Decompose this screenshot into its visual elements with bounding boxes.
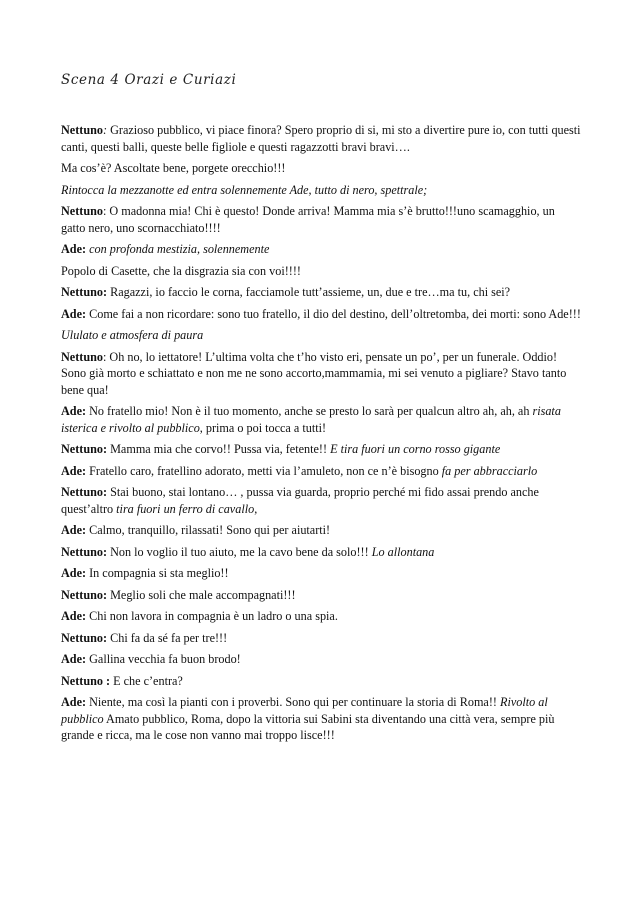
speaker-label: Ade:	[61, 695, 90, 709]
line-ade-6	[61, 522, 581, 539]
line-ade-4	[61, 403, 581, 436]
text-run: Grazioso pubblico, vi piace finora? Spero proprio di si, mi sto a divertire pure io, con tutti questi canti, questi balli, queste belle figliole e questi ragazzotti bravi bravi….	[61, 123, 581, 154]
text-run: Amato pubblico, Roma, dopo la vittoria sui Sabini sta diventando una città vera, sempre più grande e ricca, ma le cose non vanno mai troppo lisce!!!	[61, 711, 555, 742]
stage-direction-text: :	[102, 123, 111, 137]
text-run: Calmo, tranquillo, rilassati! Sono qui per aiutarti!	[89, 523, 331, 537]
line-nettuno-7	[61, 484, 581, 517]
line-ade-2	[61, 263, 581, 280]
stage-direction-text: tira fuori un ferro di cavallo	[116, 501, 255, 516]
text-run: No fratello mio! Non è il tuo momento, anche se presto lo sarà per qualcun altro ah, ah, ah	[89, 404, 533, 418]
speaker-label: Nettuno	[61, 349, 103, 364]
line-ade-7	[61, 565, 581, 582]
stage-direction-text: Rivolto al pubblico	[61, 695, 548, 726]
text-run: Gallina vecchia fa buon brodo!	[89, 652, 241, 666]
speaker-label: Nettuno:	[61, 587, 111, 602]
line-ade-8	[61, 608, 581, 625]
line-nettuno-6	[61, 441, 581, 458]
line-nettuno-9	[61, 587, 581, 604]
text-run: Chi non lavora in compagnia è un ladro o una spia.	[89, 609, 338, 623]
text-run: Mamma mia che corvo!! Pussa via, fetente!!	[110, 442, 331, 456]
speaker-label: Ade:	[61, 652, 90, 666]
stage-direction-text: Lo allontana	[371, 544, 435, 559]
speaker-label: Ade:	[61, 566, 90, 580]
stage-direction-text: fa per abbracciarlo	[441, 463, 538, 478]
line-nettuno-2	[61, 160, 581, 177]
stage-direction-2	[61, 327, 581, 344]
speaker-label: Nettuno:	[61, 442, 111, 456]
script-body	[61, 122, 581, 744]
line-nettuno-1	[61, 122, 581, 155]
speaker-label: Nettuno:	[61, 544, 111, 559]
line-nettuno-4	[61, 284, 581, 301]
line-nettuno-8	[61, 544, 581, 561]
speaker-label: Nettuno:	[61, 630, 111, 645]
speaker-label: Nettuno:	[61, 285, 111, 299]
line-ade-1	[61, 241, 581, 258]
line-ade-10	[61, 694, 581, 744]
stage-direction-text: Rintocca la mezzanotte ed entra solennemente Ade, tutto di nero, spettrale;	[61, 182, 428, 197]
stage-direction-1	[61, 182, 581, 199]
speaker-label: Ade:	[61, 242, 90, 256]
speaker-label: Nettuno:	[61, 485, 111, 499]
scene-title: Scena 4 Orazi e Curiazi	[61, 72, 237, 88]
speaker-label: Nettuno	[61, 204, 103, 218]
stage-direction-text: risata isterica e rivolto al pubblico	[61, 404, 561, 435]
speaker-label: Nettuno	[61, 123, 103, 137]
speaker-label: Ade:	[61, 404, 90, 418]
stage-direction-text: con profonda mestizia, solennemente	[89, 242, 270, 256]
document-page	[61, 72, 581, 749]
text-run: Come fai a non ricordare: sono tuo fratello, il dio del destino, dell’oltretomba, dei morti: sono Ade!!!	[89, 306, 581, 321]
line-nettuno-3	[61, 203, 581, 236]
speaker-label: Ade:	[61, 463, 90, 478]
text-run: Chi fa da sé fa per tre!!!	[110, 630, 228, 645]
speaker-label: Ade:	[61, 609, 90, 623]
text-run: ,	[254, 501, 258, 516]
line-nettuno-11	[61, 673, 581, 690]
stage-direction-text: E tira fuori un corno rosso gigante	[330, 442, 501, 456]
line-nettuno-5	[61, 349, 581, 399]
line-ade-5	[61, 463, 581, 480]
line-ade-3	[61, 306, 581, 323]
line-ade-9	[61, 651, 581, 668]
text-run: Non lo voglio il tuo aiuto, me la cavo bene da solo!!!	[110, 544, 372, 559]
speaker-label: Nettuno :	[61, 673, 114, 688]
text-run: Meglio soli che male accompagnati!!!	[110, 587, 296, 602]
text-run: Ragazzi, io faccio le corna, facciamole tutt’assieme, un, due e tre…ma tu, chi sei?	[110, 285, 511, 299]
text-run: : O madonna mia! Chi è questo! Donde arriva! Mamma mia s’è brutto!!!uno scamagghio, un gatto nero, uno scornacchiato!!!!	[61, 204, 555, 235]
text-run: : Oh no, lo iettatore! L’ultima volta che t’ho visto eri, pensate un po’, per un funerale. Oddio! Sono già morto e schiattato e non me ne sono accorto,mammamia, mi sei venuto a pigliare? Stavo tanto bene qua!	[61, 349, 567, 397]
line-nettuno-10	[61, 630, 581, 647]
text-run: Ma cos’è? Ascoltate bene, porgete orecchio!!!	[61, 161, 286, 175]
stage-direction-text: Ululato e atmosfera di paura	[61, 328, 204, 342]
text-run: Stai buono, stai lontano… , pussa via guarda, proprio perché mi fido assai prendo anche quest’altro	[61, 485, 539, 516]
text-run: Niente, ma così la pianti con i proverbi. Sono qui per continuare la storia di Roma!!	[89, 695, 500, 709]
text-run: , prima o poi tocca a tutti!	[199, 420, 327, 435]
text-run: E che c’entra?	[113, 673, 183, 688]
text-run: Fratello caro, fratellino adorato, metti via l’amuleto, non ce n’è bisogno	[89, 463, 442, 478]
text-run: Popolo di Casette, che la disgrazia sia con voi!!!!	[61, 263, 301, 278]
speaker-label: Ade:	[61, 306, 90, 321]
speaker-label: Ade:	[61, 523, 90, 537]
text-run: In compagnia si sta meglio!!	[89, 566, 229, 580]
